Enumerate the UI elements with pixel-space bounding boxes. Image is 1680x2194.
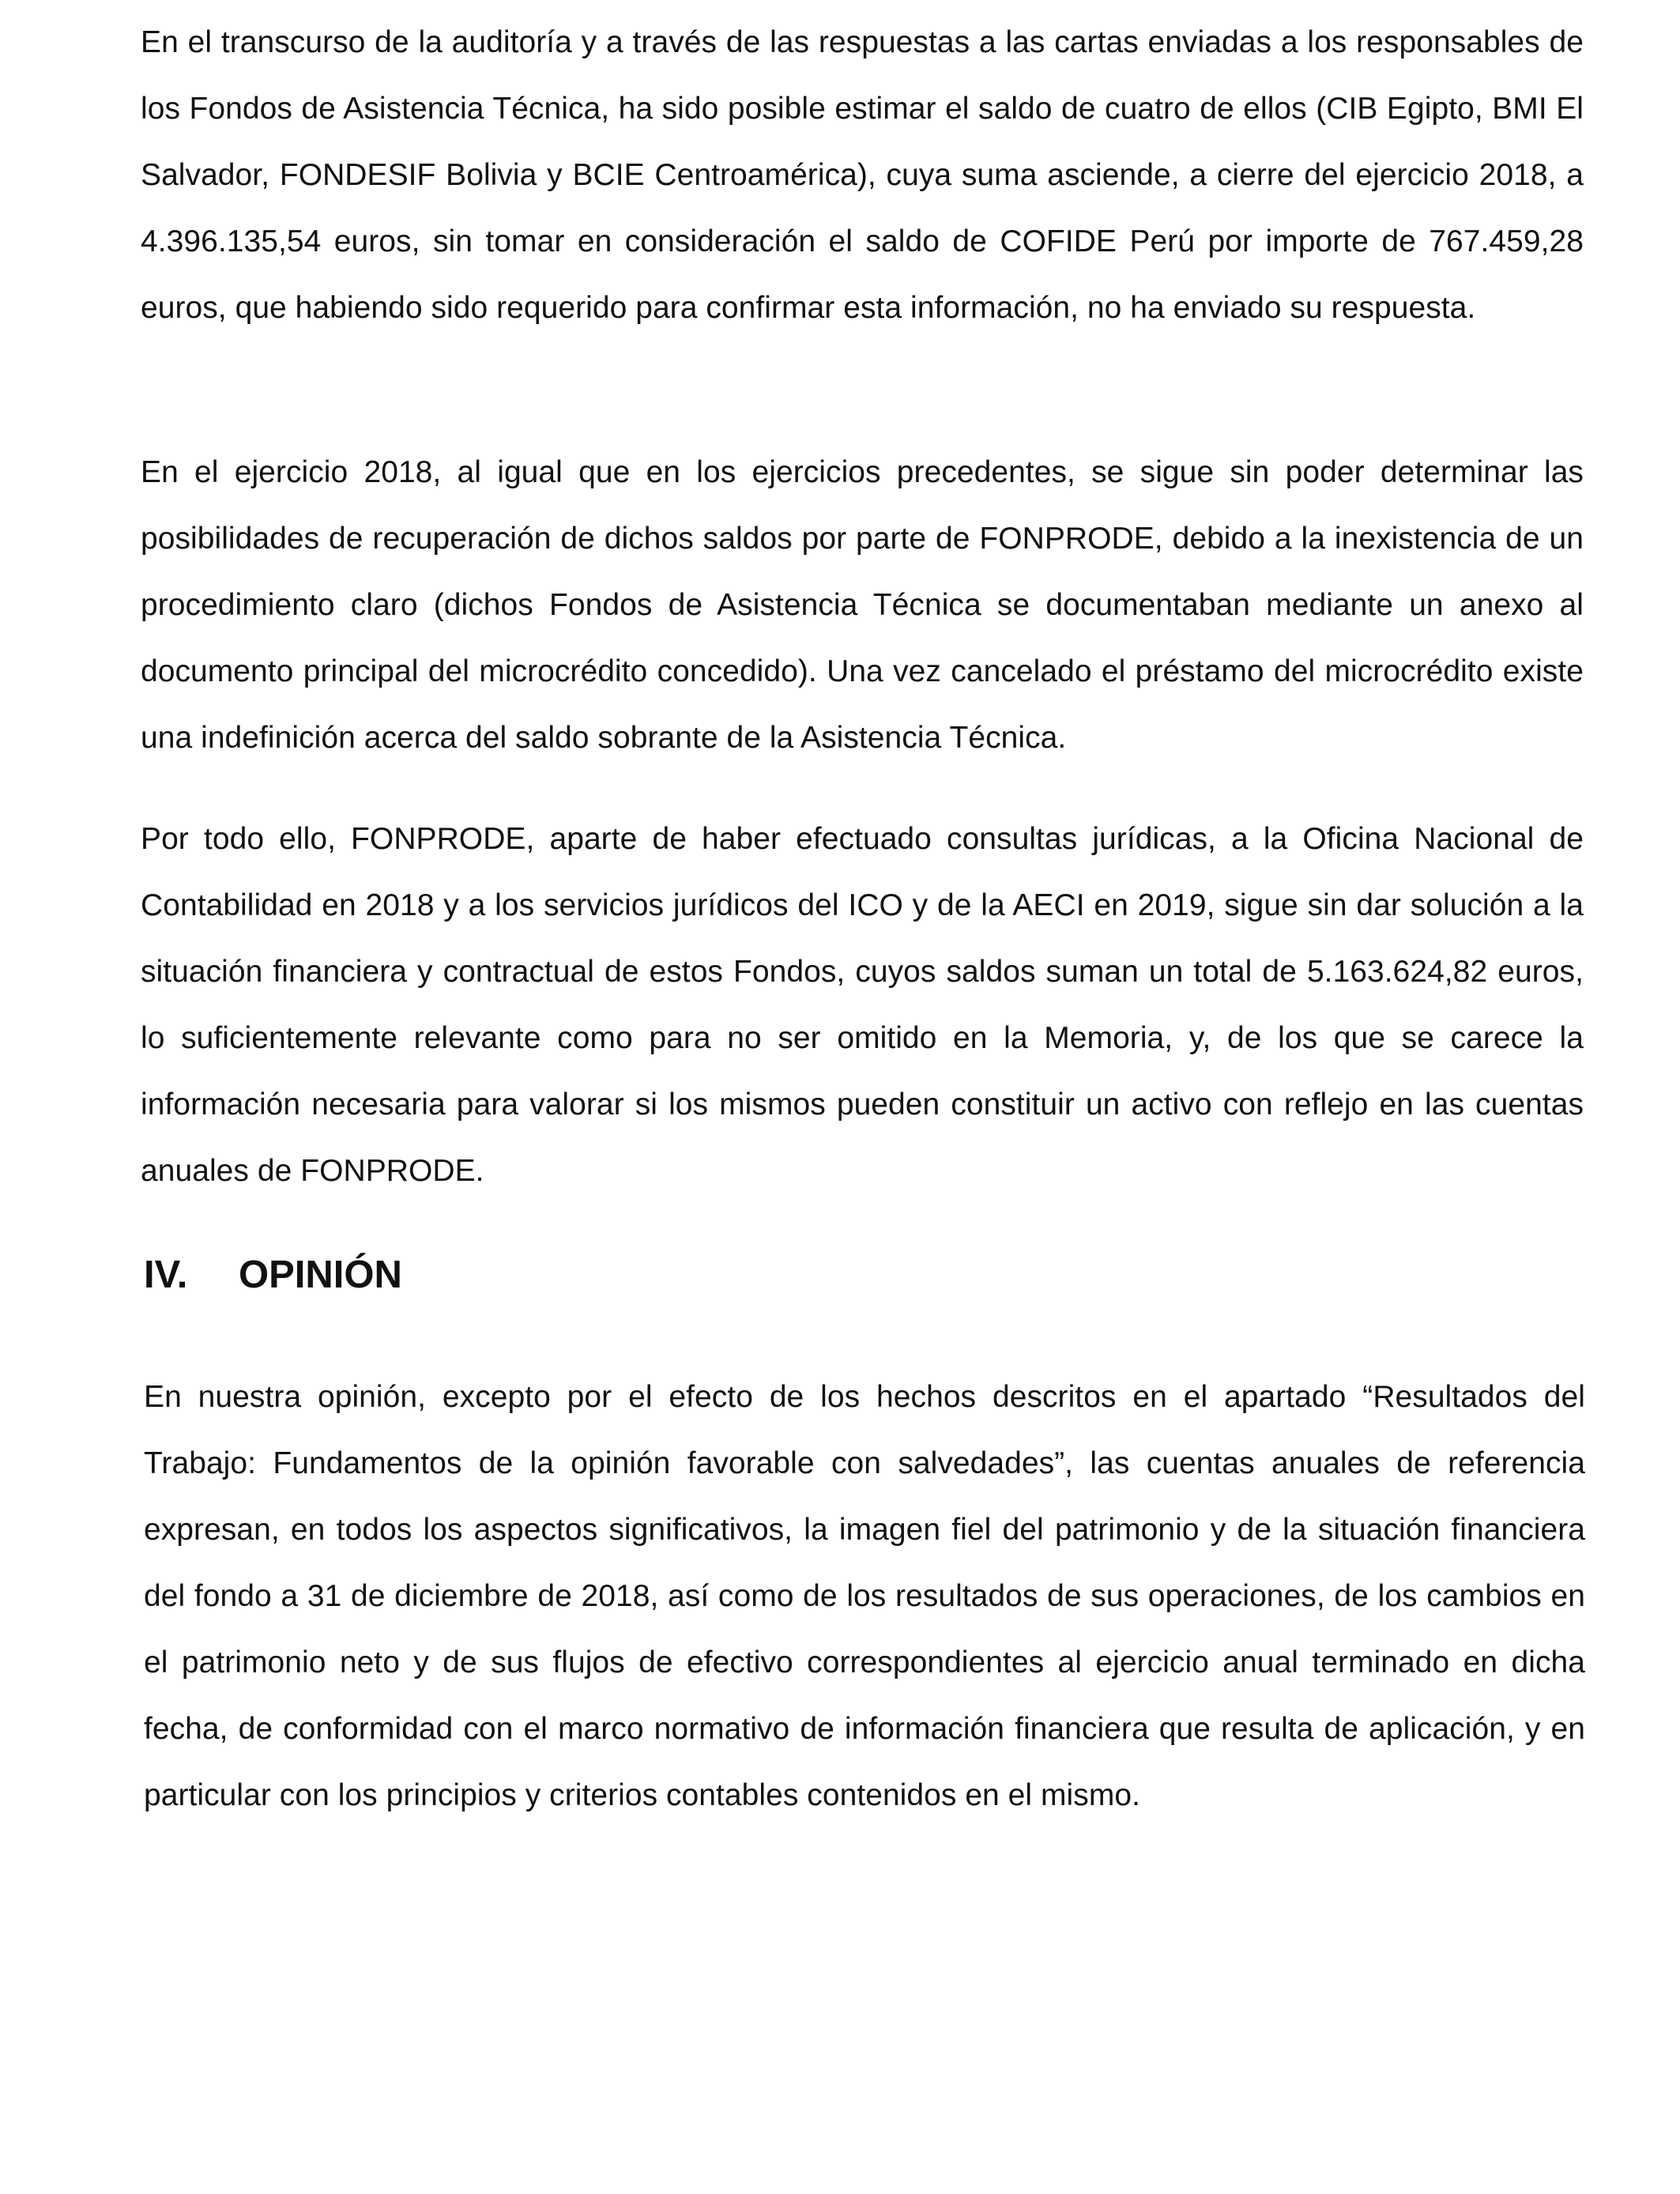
paragraph-fondos-asistencia-saldos: En el transcurso de la auditoría y a través de las respuestas a las cartas enviadas a los responsables de los Fondos de Asistencia Técnica, ha sido posible estimar el saldo de cuatro de ellos (CIB Egipto, BMI El Salvador, FONDESIF Bolivia y BCIE Centroamérica), cuya suma asciende, a cierre del ejercicio 2018, a 4.396.135,54 euros, sin tomar en consideración el saldo de COFIDE Perú por importe de 767.459,28 euros, que habiendo sido requerido para confirmar esta información, no ha enviado su respuesta. [141,25,1584,325]
paragraph-recuperacion-saldos: En el ejercicio 2018, al igual que en los ejercicios precedentes, se sigue sin poder determinar las posibilidades de recuperación de dichos saldos por parte de FONPRODE, debido a la inexistencia de un procedimiento claro (dichos Fondos de Asistencia Técnica se documentaban mediante un anexo al documento principal del microcrédito concedido). Una vez cancelado el préstamo del microcrédito existe una indefinición acerca del saldo sobrante de la Asistencia Técnica. [141,455,1584,755]
section-heading-opinion [144,1247,402,1302]
section-number: IV. [144,1253,188,1296]
paragraph-opinion: En nuestra opinión, excepto por el efecto de los hechos descritos en el apartado “Resultados del Trabajo: Fundamentos de la opinión favorable con salvedades”, las cuentas anuales de referencia expresan, en todos los aspectos significativos, la imagen fiel del patrimonio y de la situación financiera del fondo a 31 de diciembre de 2018, así como de los resultados de sus operaciones, de los cambios en el patrimonio neto y de sus flujos de efectivo correspondientes al ejercicio anual terminado en dicha fecha, de conformidad con el marco normativo de información financiera que resulta de aplicación, y en particular con los principios y criterios contables contenidos en el mismo. [144,1380,1585,1812]
paragraph-situacion-financiera: Por todo ello, FONPRODE, aparte de haber efectuado consultas jurídicas, a la Oficina Nacional de Contabilidad en 2018 y a los servicios jurídicos del ICO y de la AECI en 2019, sigue sin dar solución a la situación financiera y contractual de estos Fondos, cuyos saldos suman un total de 5.163.624,82 euros, lo suficientemente relevante como para no ser omitido en la Memoria, y, de los que se carece la información necesaria para valorar si los mismos pueden constituir un activo con reflejo en las cuentas anuales de FONPRODE. [141,822,1584,1188]
section-title: OPINIÓN [239,1253,402,1296]
